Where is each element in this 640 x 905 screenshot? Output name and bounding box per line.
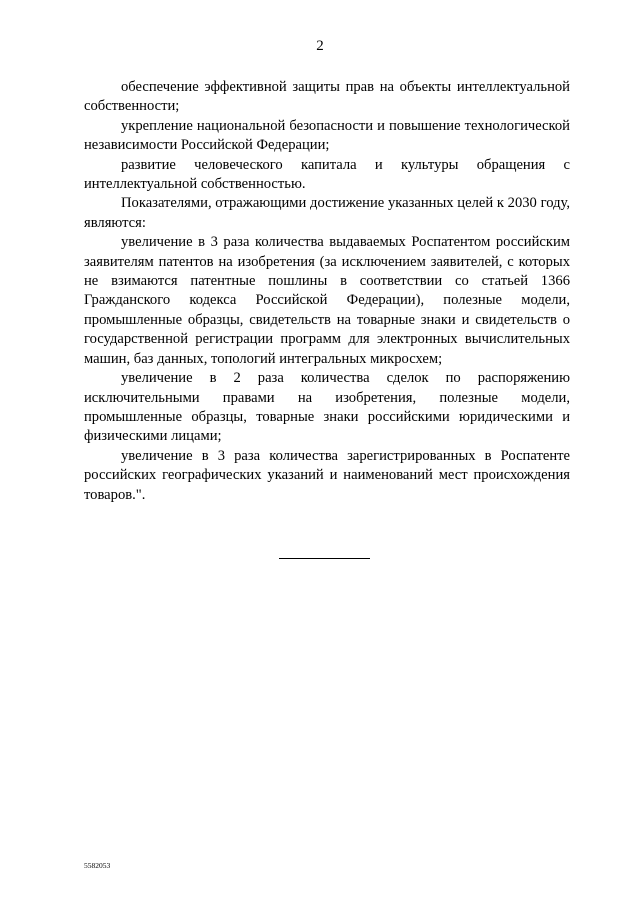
paragraph-human-capital: развитие человеческого капитала и культуры обращения с интеллектуальной собственностью.: [84, 156, 570, 193]
paragraph-deals-increase: увеличение в 2 раза количества сделок по распоряжению исключительными правами на изобретения, полезные модели, промышленные образцы, товарные знаки российскими юридическими и физическими лицами;: [84, 370, 570, 445]
document-code: 5582053: [84, 861, 111, 870]
page-number: 2: [316, 38, 324, 54]
paragraph-ip-protection: обеспечение эффективной защиты прав на объекты интеллектуальной собственности;: [84, 79, 570, 115]
end-separator-line: [279, 558, 370, 559]
paragraph-national-security: укрепление национальной безопасности и повышение технологической независимости Российской Федерации;: [84, 117, 570, 154]
paragraph-indicators-intro: Показателями, отражающими достижение указанных целей к 2030 году, являются:: [84, 195, 570, 231]
paragraph-patents-increase: увеличение в 3 раза количества выдаваемых Роспатентом российским заявителям патентов на изобретения (за исключением заявителей, с которых не взимаются патентные пошлины в соответствии со статьей 1366 Гражданского кодекса Российской Федерации), полезные модели, промышленные образцы, свидетельств на товарные знаки и свидетельств о государственной регистрации программ для электронных вычислительных машин, баз данных, топологий интегральных микросхем;: [84, 234, 570, 367]
paragraph-geo-indications: увеличение в 3 раза количества зарегистрированных в Роспатенте российских географических указаний и наименований мест происхождения товаров.".: [84, 447, 570, 503]
document-body: [84, 78, 570, 505]
